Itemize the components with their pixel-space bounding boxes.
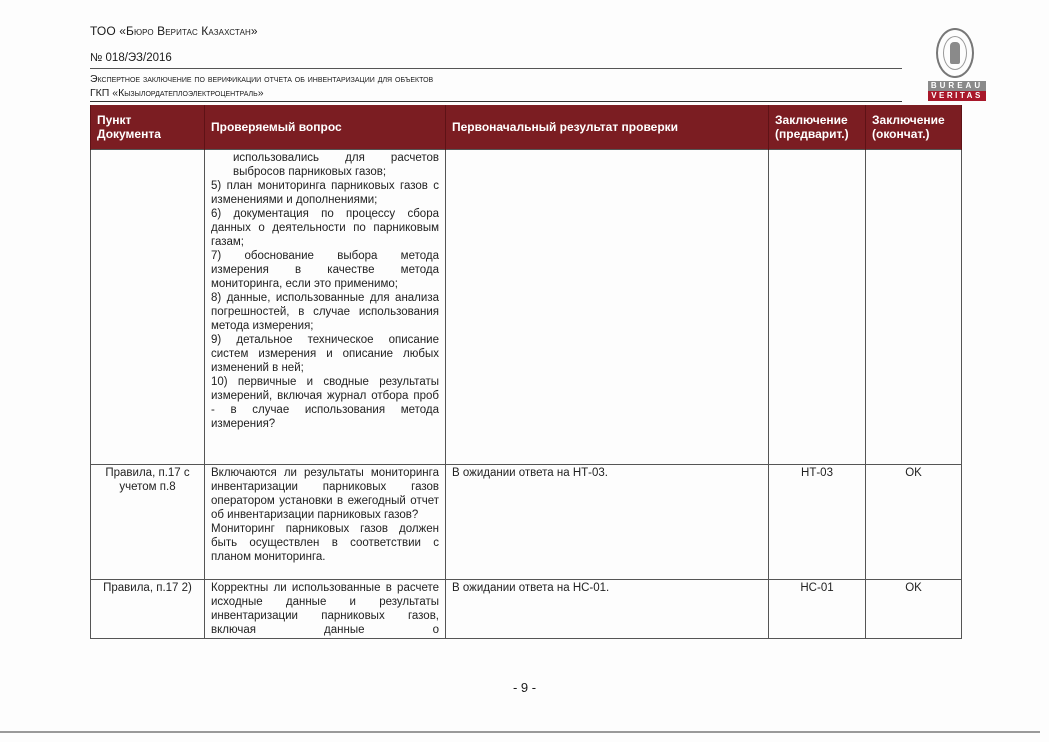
cell-question xyxy=(205,150,446,465)
bureau-veritas-logo xyxy=(928,28,986,101)
verification-table xyxy=(90,105,962,639)
column-header-item: Пункт Документа xyxy=(91,105,205,150)
logo-figure-icon xyxy=(950,42,960,64)
question-text: Корректны ли использованные в расчете исходные данные и результаты инвентаризации парниковых газов, включая данные о xyxy=(211,582,439,636)
question-text: 8) данные, использованные для анализа погрешностей, в случае использования метода измерения; xyxy=(211,292,439,332)
question-text: 6) документация по процессу сбора данных о деятельности по парниковым газам; xyxy=(211,208,439,248)
question-text: 5) план мониторинга парниковых газов с изменениями и дополнениями; xyxy=(211,180,439,206)
cell-initial-result xyxy=(446,150,769,465)
question-text: 9) детальное техническое описание систем измерения и описание любых изменений в ней; xyxy=(211,334,439,374)
question-text: 7) обоснование выбора метода измерения в качестве метода мониторинга, если это применимо; xyxy=(211,250,439,290)
column-header-final-conclusion: Заключение (окончат.) xyxy=(866,105,962,150)
cell-prelim-conclusion: НТ-03 xyxy=(769,465,866,580)
document-number: № 018/ЭЗ/2016 xyxy=(90,52,172,64)
question-text: использовались для расчетов выбросов парниковых газов; xyxy=(233,152,439,178)
table-header-row xyxy=(91,105,962,150)
cell-prelim-conclusion xyxy=(769,150,866,465)
page-number: - 9 - xyxy=(512,680,537,695)
question-text: Включаются ли результаты мониторинга инвентаризации парниковых газов оператором установки в ежегодный отчет об инвентаризации парниковых газов? xyxy=(211,467,439,521)
cell-final-conclusion: OK xyxy=(866,465,962,580)
cell-item: Правила, п.17 с учетом п.8 xyxy=(91,465,205,580)
cell-item: Правила, п.17 2) xyxy=(91,580,205,639)
logo-word-veritas: VERITAS xyxy=(928,91,986,101)
document-title-line-2: ГКП «Кызылордатеплоэлектроцентраль» xyxy=(90,87,264,99)
question-text: Мониторинг парниковых газов должен быть осуществлен в соответствии с планом мониторинга. xyxy=(211,523,439,563)
document-title-line-1: Экспертное заключение по верификации отчета об инвентаризации для объектов xyxy=(90,73,434,85)
column-header-initial-result: Первоначальный результат проверки xyxy=(446,105,769,150)
cell-initial-result: В ожидании ответа на НС-01. xyxy=(446,580,769,639)
company-name: ТОО «Бюро Веритас Казахстан» xyxy=(90,24,258,38)
table-row xyxy=(91,150,962,465)
column-header-question: Проверяемый вопрос xyxy=(205,105,446,150)
logo-word-bureau: BUREAU xyxy=(928,81,986,91)
header-divider xyxy=(90,68,902,69)
cell-final-conclusion: OK xyxy=(866,580,962,639)
cell-question xyxy=(205,580,446,639)
title-divider xyxy=(90,101,902,102)
cell-final-conclusion xyxy=(866,150,962,465)
cell-question xyxy=(205,465,446,580)
column-header-prelim-conclusion: Заключение (предварит.) xyxy=(769,105,866,150)
table-row xyxy=(91,465,962,580)
table-row xyxy=(91,580,962,639)
question-text: 10) первичные и сводные результаты измерений, включая журнал отбора проб - в случае использования метода измерения? xyxy=(211,376,439,430)
cell-prelim-conclusion: НС-01 xyxy=(769,580,866,639)
logo-seal-icon xyxy=(936,28,974,78)
footer-divider xyxy=(0,731,1040,733)
cell-item xyxy=(91,150,205,465)
cell-initial-result: В ожидании ответа на НТ-03. xyxy=(446,465,769,580)
